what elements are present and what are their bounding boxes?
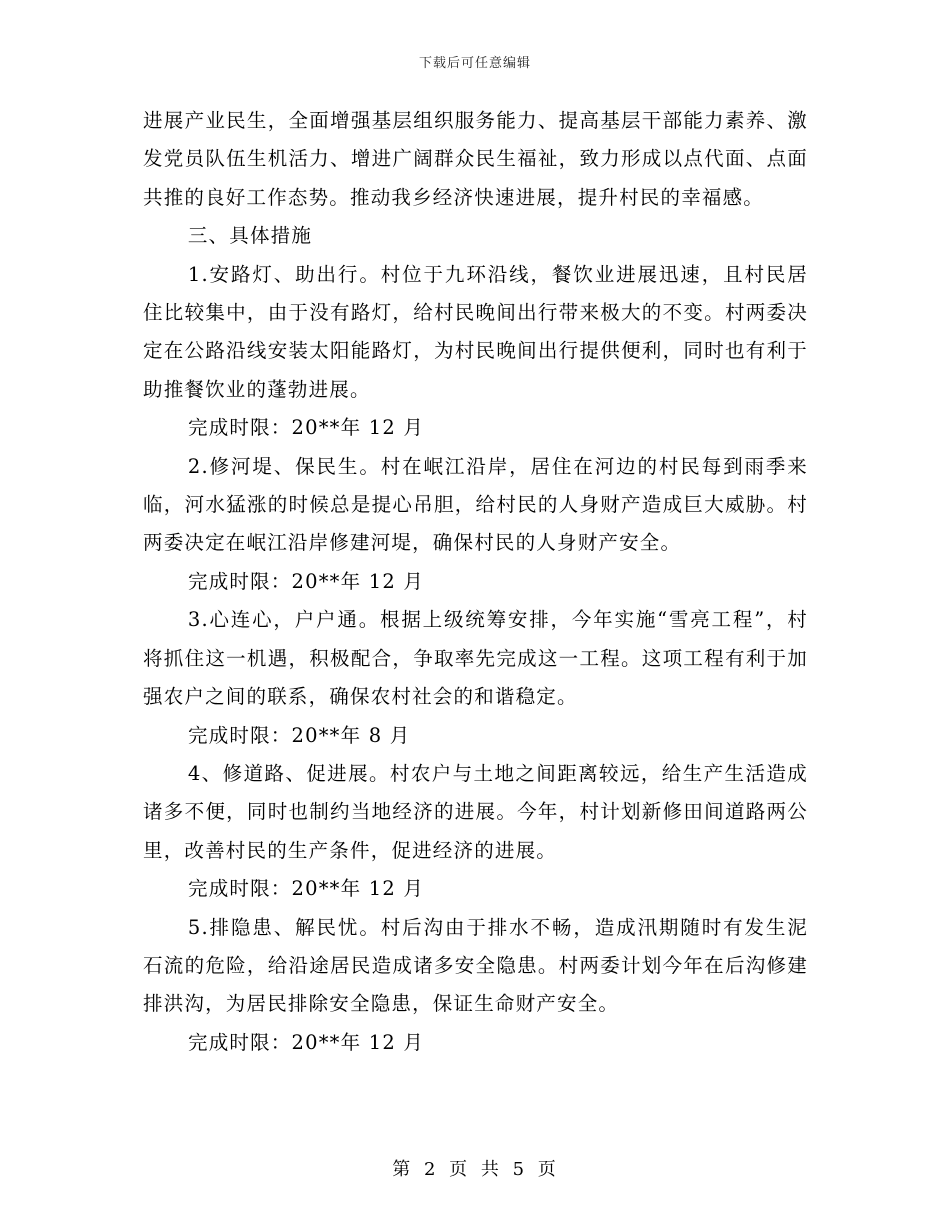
measure-paragraph: 3.心连心，户户通。根据上级统筹安排，今年实施“雪亮工程”，村将抓住这一机遇，积极配合，争取率先完成这一工程。这项工程有利于加强农户之间的联系，确保农村社会的和谐稳定。 [143,608,808,709]
deadline-line: 完成时限：20**年 8 月 [188,723,411,747]
paragraph-continuation: 进展产业民生，全面增强基层组织服务能力、提高基层干部能力素养、激发党员队伍生机活力、增进广阔群众民生福祉，致力形成以点代面、点面共推的良好工作态势。推动我乡经济快速进展，提升村民的幸福感。 [143,109,808,209]
measure-paragraph: 1.安路灯、助出行。村位于九环沿线，餐饮业进展迅速，且村民居住比较集中，由于没有路灯，给村民晚间出行带来极大的不变。村两委决定在公路沿线安装太阳能路灯，为村民晚间出行提供便利，同时也有利于助推餐饮业的蓬勃进展。 [143,262,808,401]
deadline-line: 完成时限：20**年 12 月 [188,1030,425,1054]
measure-paragraph: 2.修河堤、保民生。村在岷江沿岸，居住在河边的村民每到雨季来临，河水猛涨的时候总是提心吊胆，给村民的人身财产造成巨大威胁。村两委决定在岷江沿岸修建河堤，确保村民的人身财产安全。 [143,454,808,555]
document-body [143,102,808,1062]
page-header: 下载后可任意编辑 [418,56,531,71]
deadline-line: 完成时限：20**年 12 月 [188,416,425,440]
measure-paragraph: 5.排隐患、解民忧。村后沟由于排水不畅，造成汛期随时有发生泥石流的危险，给沿途居民造成诸多安全隐患。村两委计划今年在后沟修建排洪沟，为居民排除安全隐患，保证生命财产安全。 [143,915,808,1016]
page-number-footer: 第 2 页 共 5 页 [392,1159,558,1180]
measure-paragraph: 4、修道路、促进展。村农户与土地之间距离较远，给生产生活造成诸多不便，同时也制约当地经济的进展。今年，村计划新修田间道路两公里，改善村民的生产条件，促进经济的进展。 [143,761,808,862]
deadline-line: 完成时限：20**年 12 月 [188,877,425,901]
section-heading: 三、具体措施 [187,224,313,248]
deadline-line: 完成时限：20**年 12 月 [188,569,425,593]
